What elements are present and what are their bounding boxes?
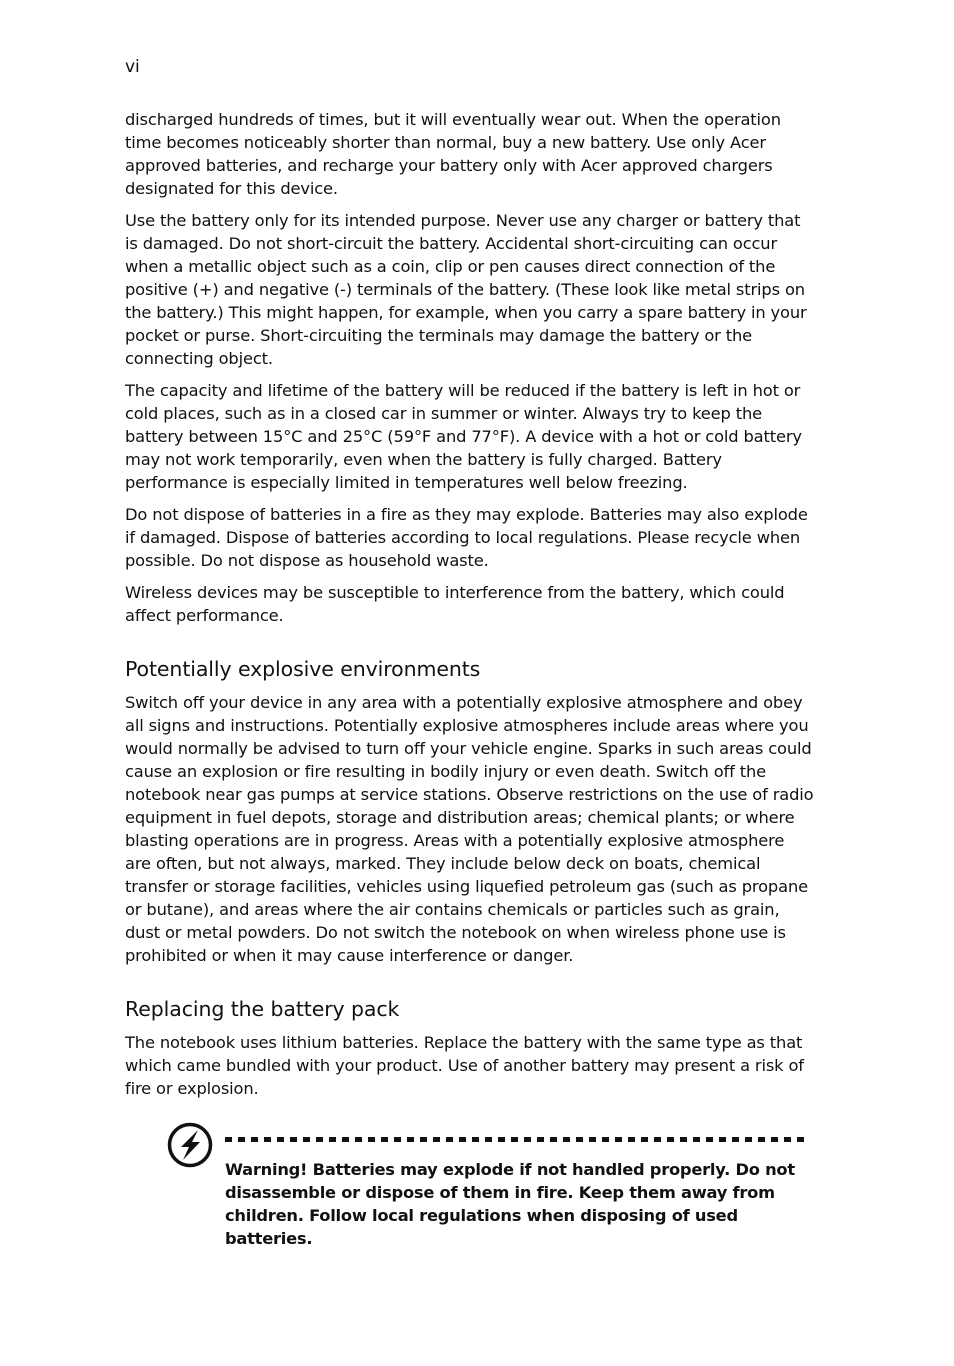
section-heading-replacing-battery: Replacing the battery pack xyxy=(125,997,400,1021)
document-page xyxy=(125,56,815,1248)
page-number: vi xyxy=(125,57,140,77)
warning-dashed-rule xyxy=(225,1137,809,1142)
section-heading-explosive-environments: Potentially explosive environments xyxy=(125,657,481,681)
warning-text: Warning! Batteries may explode if not handled properly. Do not disassemble or dispose of them in fire. Keep them away from children. Follow local regulations when disposing of used batteries. xyxy=(225,1160,795,1248)
paragraph-battery-short-circuit: Use the battery only for its intended purpose. Never use any charger or battery that is damaged. Do not short-circuit the battery. Accidental short-circuiting can occur when a metallic object such as a coin, clip or pen causes direct connection of the positive (+) and negative (-) terminals of the battery. (These look like metal strips on the battery.) This might happen, for example, when you carry a spare battery in your pocket or purse. Short-circuiting the terminals may damage the battery or the connecting object. xyxy=(125,211,807,368)
paragraph-battery-disposal: Do not dispose of batteries in a fire as they may explode. Batteries may also explode if damaged. Dispose of batteries according to local regulations. Please recycle when possible. Do not dispose as household waste. xyxy=(125,505,808,570)
paragraph-battery-wear: discharged hundreds of times, but it will eventually wear out. When the operation time becomes noticeably shorter than normal, buy a new battery. Use only Acer approved batteries, and recharge your battery only with Acer approved chargers designated for this device. xyxy=(125,110,781,198)
paragraph-battery-temperature: The capacity and lifetime of the battery will be reduced if the battery is left in hot or cold places, such as in a closed car in summer or winter. Always try to keep the battery between 15°C and 25°C (59°F and 77°F). A device with a hot or cold battery may not work temporarily, even when the battery is fully charged. Battery performance is especially limited in temperatures well below freezing. xyxy=(125,381,802,492)
warning-callout xyxy=(125,1114,815,1248)
paragraph-explosive-environments: Switch off your device in any area with a potentially explosive atmosphere and obey all signs and instructions. Potentially explosive atmospheres include areas where you would normally be advised to turn off your vehicle engine. Sparks in such areas could cause an explosion or fire resulting in bodily injury or even death. Switch off the notebook near gas pumps at service stations. Observe restrictions on the use of radio equipment in fuel depots, storage and distribution areas; chemical plants; or where blasting operations are in progress. Areas with a potentially explosive atmosphere are often, but not always, marked. They include below deck on boats, chemical transfer or storage facilities, vehicles using liquefied petroleum gas (such as propane or butane), and areas where the air contains chemicals or particles such as grain, dust or metal powders. Do not switch the notebook on when wireless phone use is prohibited or when it may cause interference or danger. xyxy=(125,693,814,965)
paragraph-replacing-battery: The notebook uses lithium batteries. Replace the battery with the same type as that which came bundled with your product. Use of another battery may present a risk of fire or explosion. xyxy=(125,1033,804,1098)
warning-lightning-icon xyxy=(167,1122,213,1168)
paragraph-battery-interference: Wireless devices may be susceptible to interference from the battery, which could affect performance. xyxy=(125,583,785,625)
